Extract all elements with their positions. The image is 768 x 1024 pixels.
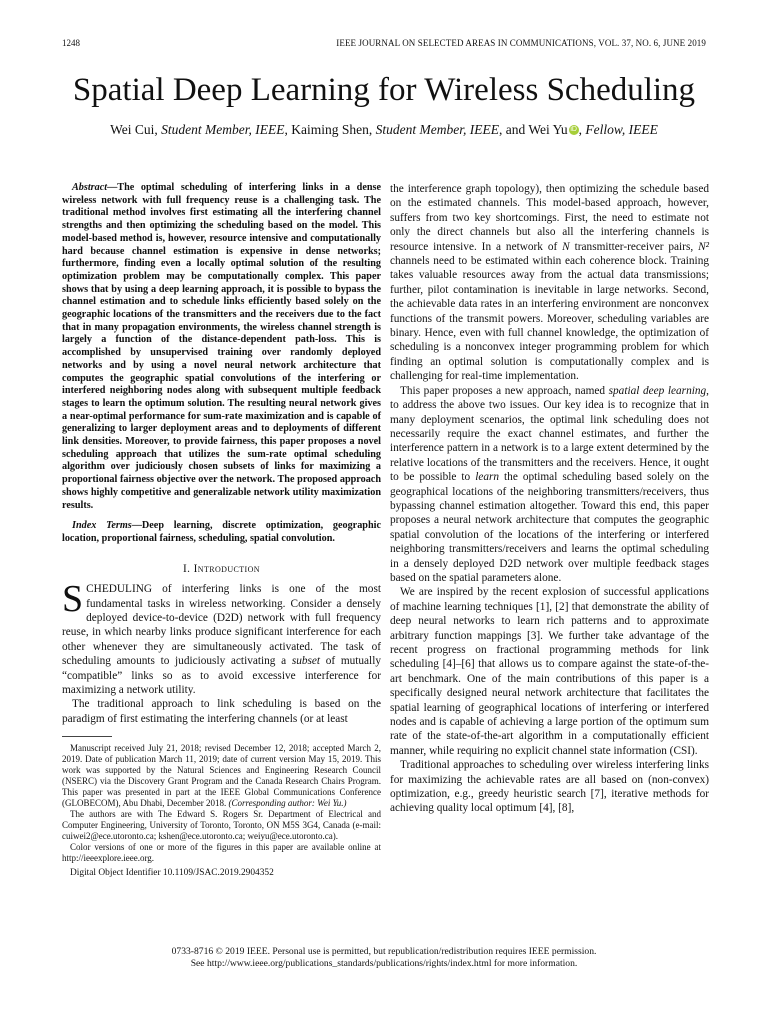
- right-p2-text-b: , to address the above two issues. Our key idea is to recognize that in many deployment scenarios, the optimal link scheduling does not necessarily require the exact channel estimates, and further the interference pattern in a network is to a large extent determined by the relative locations of the transmitters and the receivers. Hence, it ought to be possible to: [390, 384, 709, 484]
- left-column: [62, 182, 381, 881]
- abstract: Abstract—The optimal scheduling of interfering links in a dense wireless network with full frequency reuse is a challenging task. The traditional method involves first estimating all the interfering channel strengths and then optimizing the scheduling based on the model. This model-based method is, however, resource intensive and computationally hard because channel estimation is expensive in dense networks; furthermore, finding even a locally optimal solution of the resulting optimization problem may be computationally complex. This paper shows that by using a deep learning approach, it is possible to bypass the channel estimation and to schedule links efficiently based solely on the geographic locations of the transmitters and the receivers due to the fact that in many propagation environments, the wireless channel strength is largely a function of the distance-dependent path-loss. This is accomplished by unsupervised training over randomly deployed networks and by using a novel neural network architecture that computes the geographic spatial convolutions of the interfering or interfered neighboring nodes along with subsequent multiple feedback stages to learn the optimum solution. The resulting neural network gives a near-optimal performance for sum-rate maximization and is capable of generalizing to larger deployment areas and to deployments of different link densities. Moreover, to provide fairness, this paper proposes a novel scheduling approach that utilizes the sum-rate optimal scheduling algorithm over judiciously chosen subsets of links for maximizing a proportional fairness objective over the network. The proposed approach shows highly competitive and generalizable network utility maximization results.: [62, 182, 381, 511]
- author-line: Wei Cui, Student Member, IEEE, Kaiming Shen, Student Member, IEEE, and Wei Yu iD , Fellow, IEEE: [110, 122, 658, 137]
- term-learn: learn: [475, 471, 500, 484]
- abstract-text: The optimal scheduling of interfering links in a dense wireless network with full frequency reuse is a challenging task. The traditional method involves first estimating all the interfering channel strengths and then optimizing the scheduling based on the model. This model-based method is, however, resource intensive and computationally hard because channel estimation is expensive in dense networks; furthermore, finding even a locally optimal solution of the resulting optimization problem may be computationally complex. This paper shows that by using a deep learning approach, it is possible to bypass the channel estimation and to schedule links efficiently based solely on the geographic locations of the transmitters and the receivers due to the fact that in many propagation environments, the wireless channel strength is largely a function of the distance-dependent path-loss. This is accomplished by unsupervised training over randomly deployed networks and by using a novel neural network architecture that computes the geographic spatial convolutions of the interfering or interfered neighboring nodes along with subsequent multiple feedback stages to learn the optimum solution. The resulting neural network gives a near-optimal performance for sum-rate maximization and is capable of generalizing to larger deployment areas and to deployments of different link densities. Moreover, to provide fairness, this paper proposes a novel scheduling approach that utilizes the sum-rate optimal scheduling algorithm over judiciously chosen subsets of links for maximizing a proportional fairness objective over the network. The proposed approach shows highly competitive and generalizable network utility maximization results.: [62, 182, 381, 511]
- math-n-squared: N²: [698, 240, 709, 253]
- footnote-manuscript-text: Manuscript received July 21, 2018; revised December 12, 2018; accepted March 2, 2019. Date of publication March 11, 2019; date of current version May 15, 2019. This work was supported by the Natural Sciences and Engineering Research Council (NSERC) via the Discovery Grant Program and the Canada Research Chairs Program. This paper was presented in part at the IEEE Global Communications Conference (GLOBECOM), Abu Dhabi, December 2018.: [62, 743, 381, 809]
- index-terms-text: Deep learning, discrete optimization, geographic location, proportional fairness, scheduling, spatial convolution.: [62, 520, 381, 544]
- author-1-name: Wei Cui,: [110, 122, 158, 137]
- copyright-line-2: See http://www.ieee.org/publications_standards/publications/rights/index.html for more information.: [190, 958, 578, 969]
- copyright-footer: [0, 946, 768, 970]
- footnote-manuscript: [62, 743, 381, 809]
- author-2-role: Student Member, IEEE: [375, 122, 499, 137]
- term-spatial-deep-learning: spatial deep learning: [608, 384, 707, 397]
- intro-paragraph-2: The traditional approach to link scheduling is based on the paradigm of first estimating the interfering channels (or at least: [62, 698, 381, 725]
- section-heading-introduction: I. Introduction: [183, 562, 260, 575]
- footnote-corresponding-author: (Corresponding author: Wei Yu.): [228, 798, 347, 809]
- footnote-color-versions: Color versions of one or more of the figures in this paper are available online at http://ieeexplore.ieee.org.: [62, 842, 381, 864]
- author-3-name: , and Wei Yu: [498, 122, 568, 137]
- abstract-label: Abstract: [72, 182, 108, 193]
- index-terms: Index Terms—Deep learning, discrete optimization, geographic location, proportional fairness, scheduling, spatial convolution.: [62, 520, 381, 544]
- journal-header: IEEE JOURNAL ON SELECTED AREAS IN COMMUNICATIONS, VOL. 37, NO. 6, JUNE 2019: [336, 38, 706, 48]
- right-column: [390, 182, 709, 816]
- right-paragraph-3: We are inspired by the recent explosion of successful applications of machine learning techniques [1], [2] that demonstrate the ability of deep neural networks to learn rich patterns and to approximate arbitrary function mappings [3]. We further take advantage of the recent progress on fractional programming methods for link scheduling [4]–[6] that allows us to compare against the state-of-the-art benchmark. One of the main contributions of this paper is a specifically designed neural network architecture that facilitates the spatial learning of geographical locations of interfering or interfered nodes and is capable of achieving a large portion of the optimum sum rate of the state-of-the-art algorithm in a computationally efficient manner, while requiring no explicit channel state information (CSI).: [390, 586, 709, 757]
- right-p2-text-a: This paper proposes a new approach, named: [400, 384, 609, 397]
- footnote-affiliation: The authors are with The Edward S. Rogers Sr. Department of Electrical and Computer Engineering, University of Toronto, Toronto, ON M5S 3G4, Canada (e-mail: cuiwei2@ece.utoronto.ca; kshen@ece.utoronto.ca; weiyu@ece.utoronto.ca).: [62, 809, 381, 842]
- right-paragraph-4: Traditional approaches to scheduling over wireless interfering links for maximizing the achievable rates are all based on (non-convex) optimization, e.g., greedy heuristic search [7], iterative methods for achieving quality local optimum [4], [8],: [390, 759, 709, 815]
- right-paragraph-1: [390, 182, 709, 384]
- index-terms-label: Index Terms: [72, 520, 132, 532]
- author-2-name: , Kaiming Shen,: [284, 122, 373, 137]
- intro-p1-emphasis: subset: [291, 655, 321, 668]
- math-n: N: [562, 240, 570, 253]
- intro-p1-text-a: of interfering links is one of the most fundamental tasks in wireless networking. Consider a densely deployed device-to-device (D2D) network with full frequency reuse, in which nearby links produce significant interference for each other whenever they are simultaneously activated. The task of scheduling amounts to judiciously activating a: [62, 583, 381, 668]
- right-paragraph-2: [390, 384, 709, 586]
- copyright-line-1: 0733-8716 © 2019 IEEE. Personal use is permitted, but republication/redistribution requires IEEE permission.: [171, 946, 597, 957]
- right-p1-text-a: the interference graph topology), then optimizing the schedule based on the estimated channels. This model-based approach, however, suffers from two key shortcomings. First, the need to estimate not only the direct channels but also all the interfering channels is resource intensive. In a network of: [390, 183, 709, 253]
- intro-lead-word: CHEDULING: [86, 583, 153, 596]
- intro-paragraph-1: [62, 578, 381, 697]
- drop-cap: S: [62, 578, 84, 621]
- doi-line: Digital Object Identifier 10.1109/JSAC.2019.2904352: [70, 868, 274, 879]
- author-3-role: Fellow, IEEE: [585, 122, 658, 137]
- right-p1-text-b: transmitter-receiver pairs,: [569, 240, 699, 253]
- right-p1-text-c: channels need to be estimated within each coherence block. Training takes valuable resources away from the actual data transmissions; further, pilot contamination is inevitable in large networks. Second, the achievable data rates in an interfering environment are nonconvex functions of the transmit powers. Moreover, scheduling variables are binary. Hence, even with full channel knowledge, the optimization of scheduling is a nonconvex integer programming problem for which finding an optimal solution is computationally complex and is challenging for real-time implementation.: [390, 255, 709, 383]
- orcid-icon[interactable]: iD: [570, 126, 577, 133]
- right-p2-text-c: the optimal scheduling based solely on the geographical locations of the neighboring transmitters/receivers, thus bypassing channel estimation altogether. Toward this end, this paper proposes a neural network architecture that computes the geographic spatial convolution of the locations of the interfering or interfered neighboring transmitters/receivers and learns the optimal scheduling in a densely deployed D2D network over multiple feedback stages based on the spatial parameters alone.: [390, 471, 709, 584]
- paper-title: Spatial Deep Learning for Wireless Scheduling: [72, 72, 696, 108]
- page-number: 1248: [62, 38, 80, 48]
- footnote-divider: [62, 736, 112, 737]
- author-1-role: Student Member, IEEE: [161, 122, 285, 137]
- intro-p1-text-b: of mutually “compatible” links so as to avoid excessive interference for maximizing a network utility.: [62, 655, 381, 696]
